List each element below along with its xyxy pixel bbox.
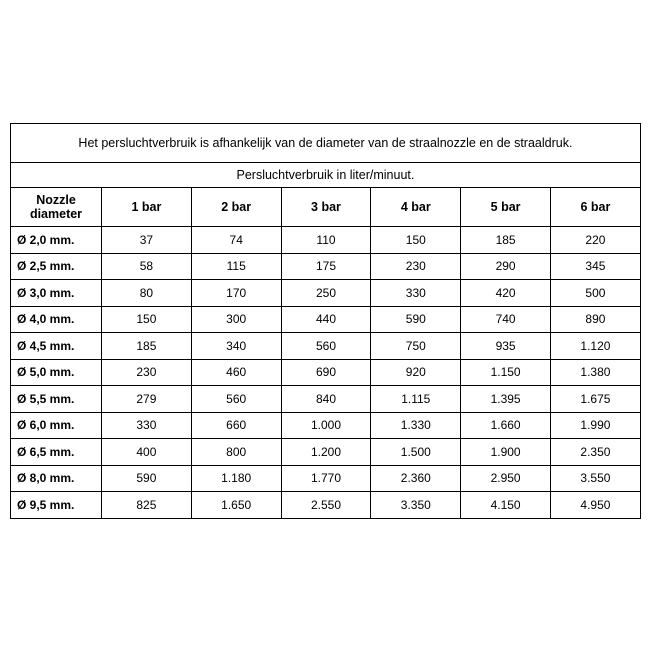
consumption-cell: 560 (191, 386, 281, 413)
consumption-cell: 250 (281, 280, 371, 307)
consumption-cell: 74 (191, 227, 281, 254)
consumption-cell: 330 (371, 280, 461, 307)
consumption-cell: 1.395 (461, 386, 551, 413)
consumption-cell: 690 (281, 359, 371, 386)
consumption-cell: 1.650 (191, 492, 281, 519)
consumption-cell: 1.380 (550, 359, 640, 386)
consumption-cell: 150 (371, 227, 461, 254)
table-subtitle: Persluchtverbruik in liter/minuut. (11, 163, 641, 188)
consumption-cell: 1.000 (281, 412, 371, 439)
consumption-cell: 3.550 (550, 465, 640, 492)
consumption-cell: 460 (191, 359, 281, 386)
table-row (11, 253, 641, 280)
nozzle-diameter-cell: Ø 5,5 mm. (11, 386, 102, 413)
header-cell-nozzle-diameter: Nozzle diameter (11, 188, 102, 227)
header-cell-3-bar: 3 bar (281, 188, 371, 227)
consumption-cell: 230 (102, 359, 192, 386)
consumption-cell: 2.950 (461, 465, 551, 492)
consumption-cell: 1.500 (371, 439, 461, 466)
table-row (11, 465, 641, 492)
consumption-cell: 185 (461, 227, 551, 254)
consumption-cell: 1.660 (461, 412, 551, 439)
consumption-cell: 590 (102, 465, 192, 492)
nozzle-diameter-cell: Ø 9,5 mm. (11, 492, 102, 519)
consumption-cell: 400 (102, 439, 192, 466)
consumption-cell: 3.350 (371, 492, 461, 519)
consumption-cell: 825 (102, 492, 192, 519)
consumption-cell: 1.990 (550, 412, 640, 439)
consumption-cell: 279 (102, 386, 192, 413)
consumption-cell: 890 (550, 306, 640, 333)
nozzle-diameter-cell: Ø 4,0 mm. (11, 306, 102, 333)
consumption-cell: 150 (102, 306, 192, 333)
consumption-cell: 1.200 (281, 439, 371, 466)
consumption-cell: 1.120 (550, 333, 640, 360)
nozzle-diameter-cell: Ø 4,5 mm. (11, 333, 102, 360)
consumption-cell: 2.350 (550, 439, 640, 466)
consumption-cell: 1.115 (371, 386, 461, 413)
consumption-cell: 340 (191, 333, 281, 360)
nozzle-diameter-cell: Ø 2,0 mm. (11, 227, 102, 254)
consumption-cell: 4.950 (550, 492, 640, 519)
header-cell-4-bar: 4 bar (371, 188, 461, 227)
consumption-cell: 4.150 (461, 492, 551, 519)
consumption-cell: 920 (371, 359, 461, 386)
consumption-cell: 37 (102, 227, 192, 254)
table-row (11, 492, 641, 519)
consumption-cell: 840 (281, 386, 371, 413)
consumption-cell: 185 (102, 333, 192, 360)
consumption-cell: 2.550 (281, 492, 371, 519)
consumption-cell: 115 (191, 253, 281, 280)
nozzle-diameter-cell: Ø 2,5 mm. (11, 253, 102, 280)
consumption-cell: 220 (550, 227, 640, 254)
header-cell-2-bar: 2 bar (191, 188, 281, 227)
consumption-cell: 110 (281, 227, 371, 254)
consumption-cell: 170 (191, 280, 281, 307)
nozzle-diameter-cell: Ø 6,5 mm. (11, 439, 102, 466)
consumption-cell: 560 (281, 333, 371, 360)
air-consumption-table (10, 123, 641, 519)
nozzle-diameter-cell: Ø 3,0 mm. (11, 280, 102, 307)
table-row (11, 439, 641, 466)
consumption-cell: 420 (461, 280, 551, 307)
consumption-cell: 1.770 (281, 465, 371, 492)
consumption-cell: 230 (371, 253, 461, 280)
header-cell-5-bar: 5 bar (461, 188, 551, 227)
consumption-cell: 800 (191, 439, 281, 466)
consumption-cell: 440 (281, 306, 371, 333)
header-cell-6-bar: 6 bar (550, 188, 640, 227)
consumption-cell: 1.900 (461, 439, 551, 466)
consumption-cell: 660 (191, 412, 281, 439)
table-title: Het persluchtverbruik is afhankelijk van de diameter van de straalnozzle en de straaldruk. (11, 124, 641, 163)
table-row (11, 280, 641, 307)
nozzle-diameter-cell: Ø 8,0 mm. (11, 465, 102, 492)
header-cell-1-bar: 1 bar (102, 188, 192, 227)
consumption-cell: 58 (102, 253, 192, 280)
table-row (11, 306, 641, 333)
consumption-cell: 500 (550, 280, 640, 307)
table-row (11, 333, 641, 360)
consumption-cell: 300 (191, 306, 281, 333)
nozzle-diameter-cell: Ø 5,0 mm. (11, 359, 102, 386)
consumption-cell: 1.150 (461, 359, 551, 386)
consumption-cell: 740 (461, 306, 551, 333)
header-row (11, 188, 641, 227)
table-row (11, 412, 641, 439)
consumption-cell: 750 (371, 333, 461, 360)
table-row (11, 227, 641, 254)
nozzle-diameter-cell: Ø 6,0 mm. (11, 412, 102, 439)
consumption-cell: 590 (371, 306, 461, 333)
table-row (11, 386, 641, 413)
consumption-cell: 330 (102, 412, 192, 439)
table-row (11, 359, 641, 386)
consumption-cell: 2.360 (371, 465, 461, 492)
consumption-cell: 80 (102, 280, 192, 307)
consumption-cell: 935 (461, 333, 551, 360)
consumption-cell: 1.675 (550, 386, 640, 413)
consumption-cell: 1.180 (191, 465, 281, 492)
consumption-cell: 1.330 (371, 412, 461, 439)
consumption-cell: 345 (550, 253, 640, 280)
consumption-cell: 290 (461, 253, 551, 280)
consumption-cell: 175 (281, 253, 371, 280)
